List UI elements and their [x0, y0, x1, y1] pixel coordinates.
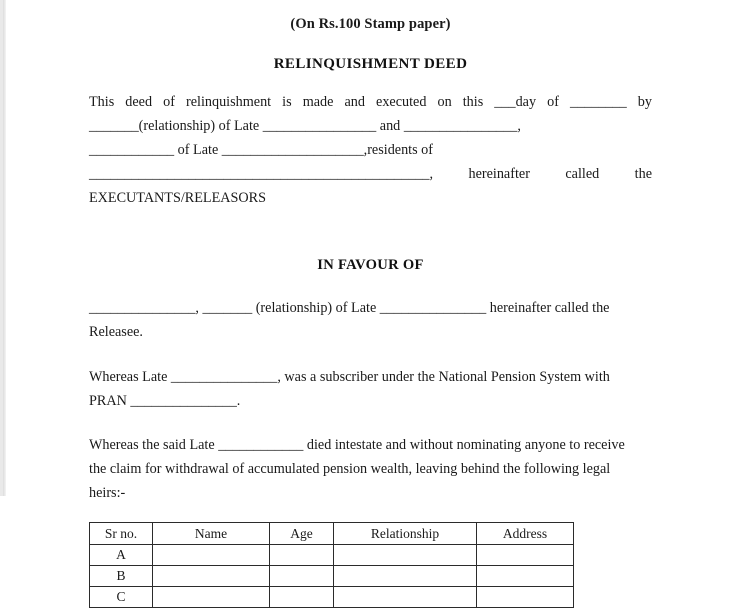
table-cell-relationship[interactable]: [334, 566, 477, 587]
table-header-row: [90, 523, 574, 545]
paragraph-releasee-text: _______ (relationship) of Late _______________ hereinafter called the: [202, 300, 610, 316]
table-cell-address[interactable]: [477, 587, 574, 608]
paragraph-executants-line-5: EXECUTANTS/RELEASORS: [89, 190, 267, 206]
table-row: [90, 587, 574, 608]
table-cell-address[interactable]: [477, 566, 574, 587]
paragraph-intestate: [89, 433, 652, 505]
paragraph-executants-line-4: [89, 162, 652, 186]
paragraph-releasee-line-1: [89, 296, 652, 320]
table-row: [90, 566, 574, 587]
table-cell-relationship[interactable]: [334, 587, 477, 608]
table-cell-address[interactable]: [477, 545, 574, 566]
paragraph-intestate-line-2: the claim for withdrawal of accumulated pension wealth, leaving behind the following legal: [89, 461, 611, 477]
paragraph-releasee-blank: _______________,: [89, 300, 199, 316]
table-cell-age[interactable]: [270, 566, 334, 587]
table-cell-sr-no: A: [90, 545, 153, 566]
paragraph-subscriber-line-2: PRAN _______________.: [89, 393, 241, 409]
table-cell-age[interactable]: [270, 587, 334, 608]
table-header-name: Name: [153, 523, 270, 545]
paragraph-executants-line-4-tail: hereinafter called the: [468, 166, 652, 182]
paragraph-intestate-line-1: Whereas the said Late ____________ died intestate and without nominating anyone to receive: [89, 437, 625, 453]
table-cell-name[interactable]: [153, 587, 270, 608]
paragraph-executants: [89, 90, 652, 210]
paragraph-intestate-line-3: heirs:-: [89, 485, 126, 501]
paragraph-subscriber-line-1: Whereas Late _______________, was a subscriber under the National Pension System with: [89, 369, 610, 385]
table-header-sr-no: Sr no.: [90, 523, 153, 545]
document-sheet: [3, 0, 738, 604]
table-row: [90, 545, 574, 566]
paragraph-executants-line-4-blank: ________________________________________________,: [89, 166, 434, 182]
in-favour-of-heading: IN FAVOUR OF: [317, 257, 424, 273]
legal-heirs-table: [89, 522, 574, 608]
paragraph-executants-line-2: _______(relationship) of Late ________________ and ________________,: [89, 118, 521, 134]
table-header-address: Address: [477, 523, 574, 545]
paragraph-executants-line-3: ____________ of Late ____________________,residents of: [89, 142, 434, 158]
legal-heirs-table-wrapper: [89, 522, 652, 608]
stamp-paper-note: (On Rs.100 Stamp paper): [290, 16, 451, 32]
table-cell-sr-no: C: [90, 587, 153, 608]
table-cell-relationship[interactable]: [334, 545, 477, 566]
table-cell-age[interactable]: [270, 545, 334, 566]
table-cell-name[interactable]: [153, 566, 270, 587]
document-title: RELINQUISHMENT DEED: [273, 56, 468, 72]
table-header-relationship: Relationship: [334, 523, 477, 545]
paragraph-releasee: [89, 296, 652, 344]
paragraph-releasee-line-2: Releasee.: [89, 324, 143, 340]
paragraph-subscriber: [89, 365, 652, 413]
table-cell-name[interactable]: [153, 545, 270, 566]
table-header-age: Age: [270, 523, 334, 545]
paragraph-executants-line-1: This deed of relinquishment is made and executed on this ___day of ________ by: [89, 94, 652, 110]
table-cell-sr-no: B: [90, 566, 153, 587]
